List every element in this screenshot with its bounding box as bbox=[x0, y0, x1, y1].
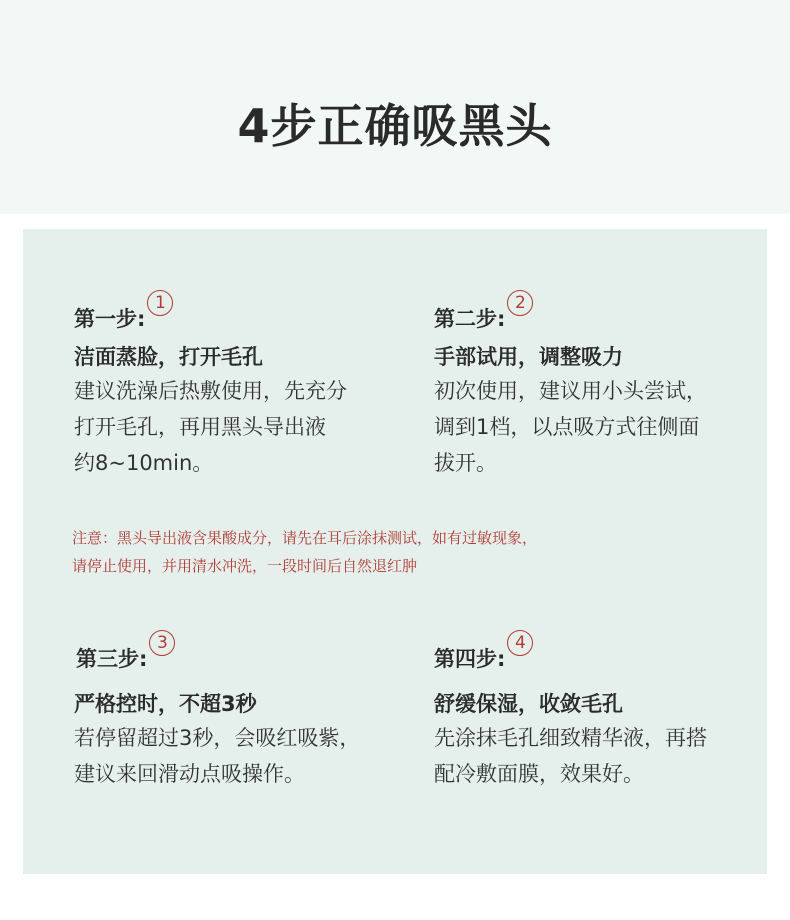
description-line: 建议洗澡后热敷使用，先充分 bbox=[74, 379, 347, 403]
step-subtitle: 严格控时，不超3秒 bbox=[74, 692, 257, 716]
step-label: 第一步: bbox=[74, 307, 146, 331]
description-line: 若停留超过3秒，会吸红吸紫， bbox=[74, 726, 361, 750]
step-subtitle: 手部试用，调整吸力 bbox=[434, 345, 623, 369]
step-label: 第二步: bbox=[434, 307, 506, 331]
page-title: 4步正确吸黑头 bbox=[237, 99, 553, 153]
step-description bbox=[74, 373, 347, 481]
description-line: 拔开。 bbox=[434, 451, 497, 475]
step-description bbox=[74, 720, 360, 792]
description-line: 约8~10min。 bbox=[74, 451, 214, 475]
description-line: 先涂抹毛孔细致精华液，再搭 bbox=[434, 726, 707, 750]
step-subtitle: 洁面蒸脸，打开毛孔 bbox=[74, 345, 263, 369]
caution-note bbox=[72, 524, 537, 580]
step-heading bbox=[76, 630, 175, 671]
description-line: 建议来回滑动点吸操作。 bbox=[74, 762, 305, 786]
step-heading bbox=[434, 290, 533, 331]
step-description bbox=[434, 720, 707, 792]
step-label: 第三步: bbox=[76, 647, 148, 671]
caution-line: 注意：黑头导出液含果酸成分，请先在耳后涂抹测试，如有过敏现象， bbox=[72, 529, 538, 547]
circled-number-2: 2 bbox=[507, 290, 533, 316]
step-subtitle: 舒缓保湿，收敛毛孔 bbox=[434, 692, 623, 716]
description-line: 配冷敷面膜，效果好。 bbox=[434, 762, 644, 786]
description-line: 调到1档，以点吸方式往侧面 bbox=[434, 415, 700, 439]
step-description bbox=[434, 373, 707, 481]
caution-line: 请停止使用，并用清水冲洗，一段时间后自然退红肿 bbox=[72, 557, 418, 575]
circled-number-4: 4 bbox=[507, 630, 533, 656]
circled-number-3: 3 bbox=[149, 630, 175, 656]
step-heading bbox=[434, 630, 533, 671]
step-heading bbox=[74, 290, 173, 331]
description-line: 初次使用，建议用小头尝试， bbox=[434, 379, 707, 403]
circled-number-1: 1 bbox=[147, 290, 173, 316]
description-line: 打开毛孔，再用黑头导出液 bbox=[74, 415, 326, 439]
step-label: 第四步: bbox=[434, 647, 506, 671]
